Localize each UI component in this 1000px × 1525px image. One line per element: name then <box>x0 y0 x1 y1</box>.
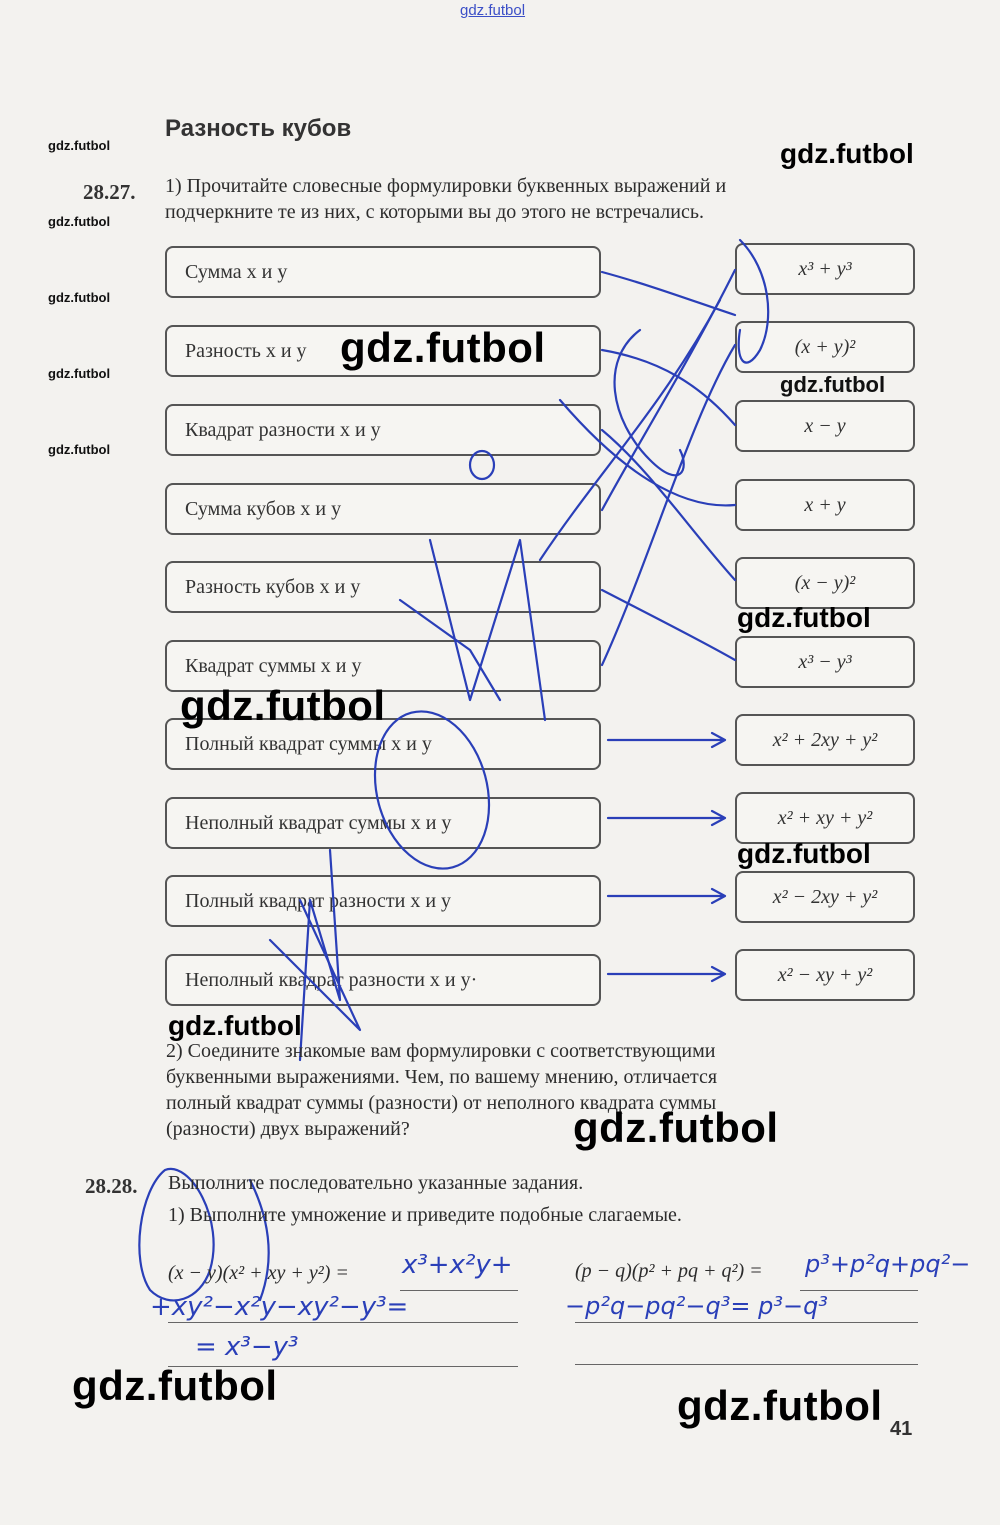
expression-box: x³ − y³ <box>735 636 915 688</box>
ink-scribble <box>430 540 545 720</box>
arrow <box>608 889 725 903</box>
formulation-box: Сумма x и y <box>165 246 601 298</box>
watermark-small: gdz.futbol <box>48 366 111 381</box>
answer-line <box>575 1364 918 1365</box>
task-part2-line: полный квадрат суммы (разности) от неполного квадрата суммы <box>166 1092 717 1114</box>
ink-scribble <box>739 240 768 363</box>
watermark-large: gdz.futbol <box>677 1382 883 1429</box>
expression-box: x² + xy + y² <box>735 792 915 844</box>
watermark-small: gdz.futbol <box>48 290 111 305</box>
equation-1: (x − y)(x² + xy + y²) = <box>168 1262 349 1284</box>
expression-box: x² − 2xy + y² <box>735 871 915 923</box>
task-part2-line: (разности) двух выражений? <box>166 1118 410 1140</box>
expression-box: x² − xy + y² <box>735 949 915 1001</box>
ink-scribble <box>615 330 684 475</box>
answer-line <box>575 1322 918 1323</box>
formulation-box: Полный квадрат суммы x и y <box>165 718 601 770</box>
arrow <box>608 967 725 981</box>
watermark-small: gdz.futbol <box>48 442 111 457</box>
task-text-line: 1) Прочитайте словесные формулировки буквенных выражений и <box>165 175 727 197</box>
watermark-large: gdz.futbol <box>72 1362 278 1409</box>
formulation-box: Сумма кубов x и y <box>165 483 601 535</box>
watermark-large: gdz.futbol <box>340 324 546 371</box>
watermark-large: gdz.futbol <box>573 1104 779 1151</box>
answer-line <box>400 1290 518 1291</box>
page-number: 41 <box>890 1418 913 1440</box>
task-text: Выполните последовательно указанные задания. <box>168 1172 584 1194</box>
handwritten-answer: −p²q−pq²−q³= p³−q³ <box>565 1292 828 1320</box>
handwritten-answer: = x³−y³ <box>195 1332 299 1362</box>
watermark-medium: gdz.futbol <box>780 372 886 397</box>
arrow <box>608 733 725 747</box>
section-title: Разность кубов <box>165 115 352 142</box>
formulation-box: Квадрат разности x и y <box>165 404 601 456</box>
watermark-large: gdz.futbol <box>180 682 386 729</box>
connection-line <box>602 350 735 425</box>
answer-line <box>168 1322 518 1323</box>
ink-scribble <box>300 850 340 1060</box>
watermark-small: gdz.futbol <box>48 138 111 153</box>
task-part2 <box>166 1038 916 1142</box>
handwritten-answer: +xy²−x²y−xy²−y³= <box>150 1292 409 1322</box>
expression-box: (x − y)² <box>735 557 915 609</box>
expression-box: x + y <box>735 479 915 531</box>
handwritten-answer: x³+x²y+ <box>402 1250 513 1280</box>
handwritten-answer: p³+p²q+pq²− <box>805 1250 971 1278</box>
task-part2-line: 2) Соедините знакомые вам формулировки с соответствующими <box>166 1040 716 1062</box>
formulation-box: Разность кубов x и y <box>165 561 601 613</box>
equation-2: (p − q)(p² + pq + q²) = <box>575 1260 763 1282</box>
answer-line <box>800 1290 918 1291</box>
formulation-box: Полный квадрат разности x и y <box>165 875 601 927</box>
arrow <box>608 811 725 825</box>
ink-circle <box>470 451 494 479</box>
watermark-medium: gdz.futbol <box>737 838 871 869</box>
formulation-box: Неполный квадрат разности x и y· <box>165 954 601 1006</box>
connection-line <box>560 400 735 505</box>
task-number: 28.27. <box>83 180 136 204</box>
expression-box: (x + y)² <box>735 321 915 373</box>
formulation-box: Квадрат суммы x и y <box>165 640 601 692</box>
formulation-box: Разность x и y <box>165 325 601 377</box>
watermark-medium: gdz.futbol <box>737 602 871 633</box>
formulation-box: Неполный квадрат суммы x и y <box>165 797 601 849</box>
task-text-line: подчеркните те из них, с которыми вы до этого не встречались. <box>165 201 704 223</box>
task-part2-line: буквенными выражениями. Чем, по вашему мнению, отличается <box>166 1066 718 1088</box>
watermark-medium: gdz.futbol <box>780 138 914 169</box>
task-number: 28.28. <box>85 1174 138 1198</box>
expression-box: x² + 2xy + y² <box>735 714 915 766</box>
watermark-medium: gdz.futbol <box>168 1010 302 1041</box>
watermark-small: gdz.futbol <box>48 214 111 229</box>
expression-box: x − y <box>735 400 915 452</box>
expression-box: x³ + y³ <box>735 243 915 295</box>
watermark-top[interactable]: gdz.futbol <box>460 2 526 19</box>
task-text: 1) Выполните умножение и приведите подобные слагаемые. <box>168 1204 682 1226</box>
connection-line <box>602 590 735 660</box>
